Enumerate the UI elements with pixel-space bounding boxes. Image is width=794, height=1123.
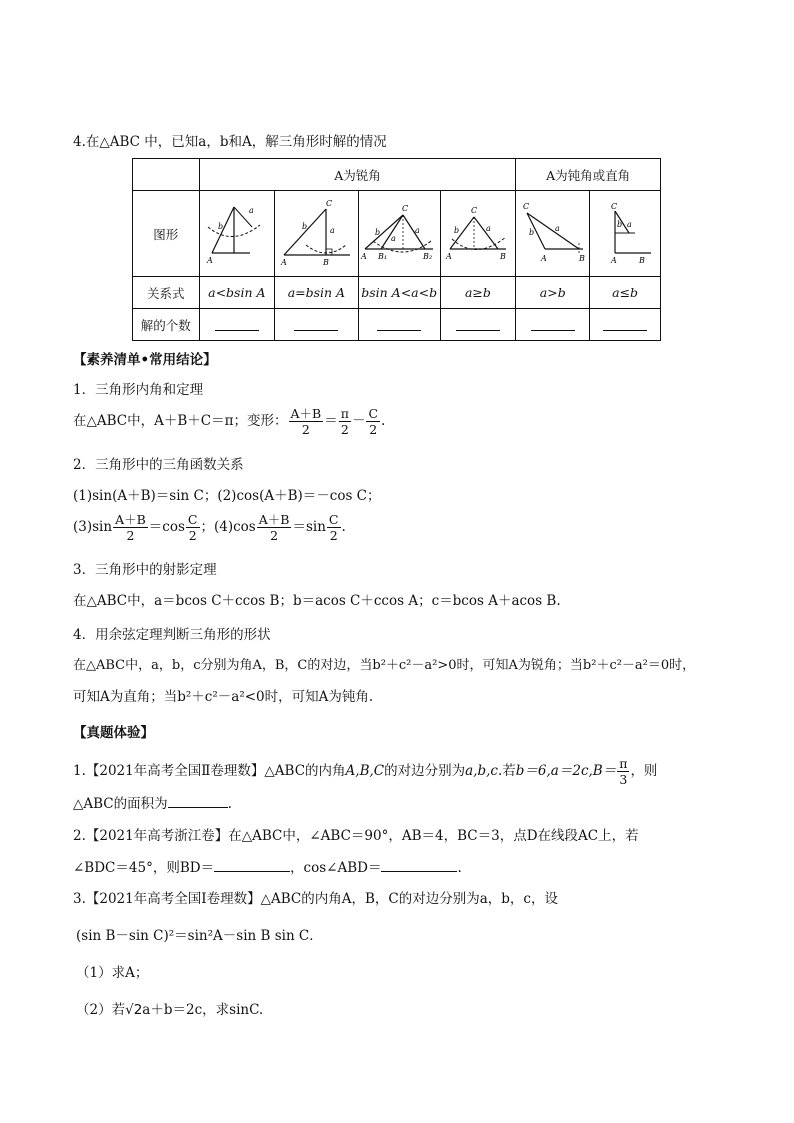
obtuse-figure-one-solution: [517, 197, 589, 271]
svg-text:b: b: [453, 225, 460, 235]
relation-cell: a<bsin A: [199, 277, 274, 309]
obtuse-header: A为钝角或直角: [516, 159, 661, 191]
triangle-figure-two-solutions: [359, 197, 439, 271]
figure-cell-6: [590, 191, 661, 277]
item-4-line-1: 在△ABC中，a，b，c分别为角A，B，C的对边，当b²＋c²－a²>0时，可知A为锐角；当b²＋c²－a²＝0时，: [73, 658, 696, 673]
fraction: $\frac{\pi}{3}$: [619, 756, 628, 787]
section-heading-exam: 【真题体验】: [73, 725, 154, 741]
relation-cell: a≥b: [440, 277, 516, 309]
question-2-line-1: 2.【2021年高考浙江卷】在△ABC中，∠ABC＝90°，AB＝4，BC＝3，点D在线段AC上，若: [73, 828, 639, 844]
relation-cell: bsin A<a<b: [358, 277, 440, 309]
acute-header: A为锐角: [199, 159, 516, 191]
solution-table: [132, 158, 661, 341]
svg-text:C: C: [522, 201, 529, 211]
svg-text:B: B: [578, 253, 585, 263]
item-1-line: 在△ABC中，A＋B＋C＝π；变形： $\frac{A+B}{2}$ ＝ $\frac{\pi}{2}$ － $\frac{C}{2}$ .: [73, 406, 386, 437]
relation-row-label: 关系式: [133, 277, 200, 309]
count-row: [133, 309, 661, 341]
fraction: $\frac{C}{2}$: [187, 512, 198, 543]
item-2-line-2: (3)sin $\frac{A+B}{2}$ ＝cos $\frac{C}{2}$ ；(4)cos $\frac{A+B}{2}$ ＝sin $\frac{C}{2}$ .: [73, 512, 346, 543]
obtuse-figure-no-solution: [591, 197, 659, 271]
question-1-line-1: 1.【2021年高考全国Ⅱ卷理数】△ABC的内角A,B,C的对边分别为a,b,c.若b＝6,a＝2c,B＝ $\frac{\pi}{3}$ ，则: [73, 756, 658, 787]
section-title: 4.在△ABC 中，已知a，b和A，解三角形时解的情况: [73, 134, 387, 150]
svg-text:b: b: [617, 219, 623, 229]
svg-text:C: C: [326, 198, 333, 208]
answer-blank[interactable]: [516, 309, 590, 341]
figure-cell-5: [516, 191, 590, 277]
svg-text:B₂: B₂: [423, 251, 433, 261]
answer-blank[interactable]: [214, 857, 290, 872]
item-2-title: 2．三角形中的三角函数关系: [73, 457, 244, 473]
question-3-part-2: （2）若√2a＋b＝2c，求sinC.: [76, 1002, 264, 1018]
count-row-label: 解的个数: [133, 309, 200, 341]
figure-cell-3: [358, 191, 440, 277]
svg-text:B: B: [499, 251, 506, 261]
item-3-line: 在△ABC中，a＝bcos C＋ccos B；b＝acos C＋ccos A；c＝bcos A＋acos B.: [73, 593, 561, 609]
fraction: $\frac{C}{2}$: [368, 406, 379, 437]
answer-blank[interactable]: [590, 309, 661, 341]
svg-text:b: b: [302, 221, 308, 231]
item-4-title: 4．用余弦定理判断三角形的形状: [73, 627, 271, 643]
question-3-line-2: (sin B－sin C)²＝sin²A－sin B sin C．: [76, 928, 323, 944]
fraction: $\frac{A+B}{2}$: [115, 512, 146, 543]
figure-cell-4: [440, 191, 516, 277]
svg-text:B: B: [323, 257, 330, 267]
question-2-line-2: ∠BDC＝45°，则BD＝ ，cos∠ABD＝ .: [73, 857, 462, 878]
svg-text:C: C: [611, 201, 618, 211]
answer-blank[interactable]: [358, 309, 440, 341]
item-4-line-2: 可知A为直角；当b²＋c²－a²<0时，可知A为钝角.: [73, 689, 374, 705]
answer-blank[interactable]: [381, 857, 457, 872]
svg-text:a: a: [485, 223, 491, 233]
svg-text:a: a: [627, 219, 632, 229]
question-1-line-2: △ABC的面积为 .: [73, 793, 232, 814]
triangle-figure-one-solution: [442, 197, 514, 271]
item-3-title: 3．三角形中的射影定理: [73, 562, 217, 578]
answer-blank[interactable]: [168, 793, 228, 808]
svg-text:B₁: B₁: [378, 251, 388, 261]
svg-text:C: C: [402, 203, 409, 213]
fraction: $\frac{\pi}{2}$: [340, 406, 349, 437]
question-3-part-1: （1）求A；: [76, 965, 149, 981]
svg-text:A: A: [281, 257, 288, 267]
relation-cell: a>b: [516, 277, 590, 309]
triangle-figure-right: [276, 197, 356, 271]
section-heading-conclusions: 【素养清单•常用结论】: [73, 352, 217, 368]
question-3-line-1: 3.【2021年高考全国Ⅰ卷理数】△ABC的内角A，B，C的对边分别为a，b，c，设: [73, 891, 558, 907]
relation-cell: a≤b: [590, 277, 661, 309]
svg-text:a: a: [391, 233, 396, 243]
figure-row-label: 图形: [133, 191, 200, 277]
svg-text:C: C: [470, 205, 478, 215]
figure-cell-2: [275, 191, 359, 277]
answer-blank[interactable]: [440, 309, 516, 341]
relation-cell: a=bsin A: [275, 277, 359, 309]
svg-text:a: a: [554, 223, 560, 233]
svg-text:a: a: [330, 225, 336, 235]
figure-row: [133, 191, 661, 277]
svg-text:b: b: [375, 227, 381, 237]
fraction: $\frac{A+B}{2}$: [290, 406, 322, 437]
svg-text:b: b: [528, 227, 534, 237]
svg-text:A: A: [540, 253, 547, 263]
triangle-figure-no-solution: [202, 197, 272, 271]
svg-text:a: a: [248, 205, 254, 215]
svg-text:A: A: [361, 251, 367, 261]
svg-text:A: A: [611, 255, 617, 265]
answer-blank[interactable]: [199, 309, 274, 341]
table-corner-cell: [133, 159, 200, 191]
relation-row: [133, 277, 661, 309]
svg-text:A: A: [445, 251, 452, 261]
svg-text:B: B: [639, 255, 645, 265]
answer-blank[interactable]: [275, 309, 359, 341]
svg-text:b: b: [217, 221, 223, 231]
figure-cell-1: [199, 191, 274, 277]
svg-text:a: a: [415, 225, 420, 235]
fraction: $\frac{A+B}{2}$: [258, 512, 290, 543]
fraction: $\frac{C}{2}$: [328, 512, 339, 543]
svg-text:A: A: [206, 255, 213, 265]
item-2-line-1: (1)sin(A＋B)＝sin C；(2)cos(A＋B)＝－cos C；: [73, 488, 381, 504]
item-1-title: 1．三角形内角和定理: [73, 382, 204, 398]
